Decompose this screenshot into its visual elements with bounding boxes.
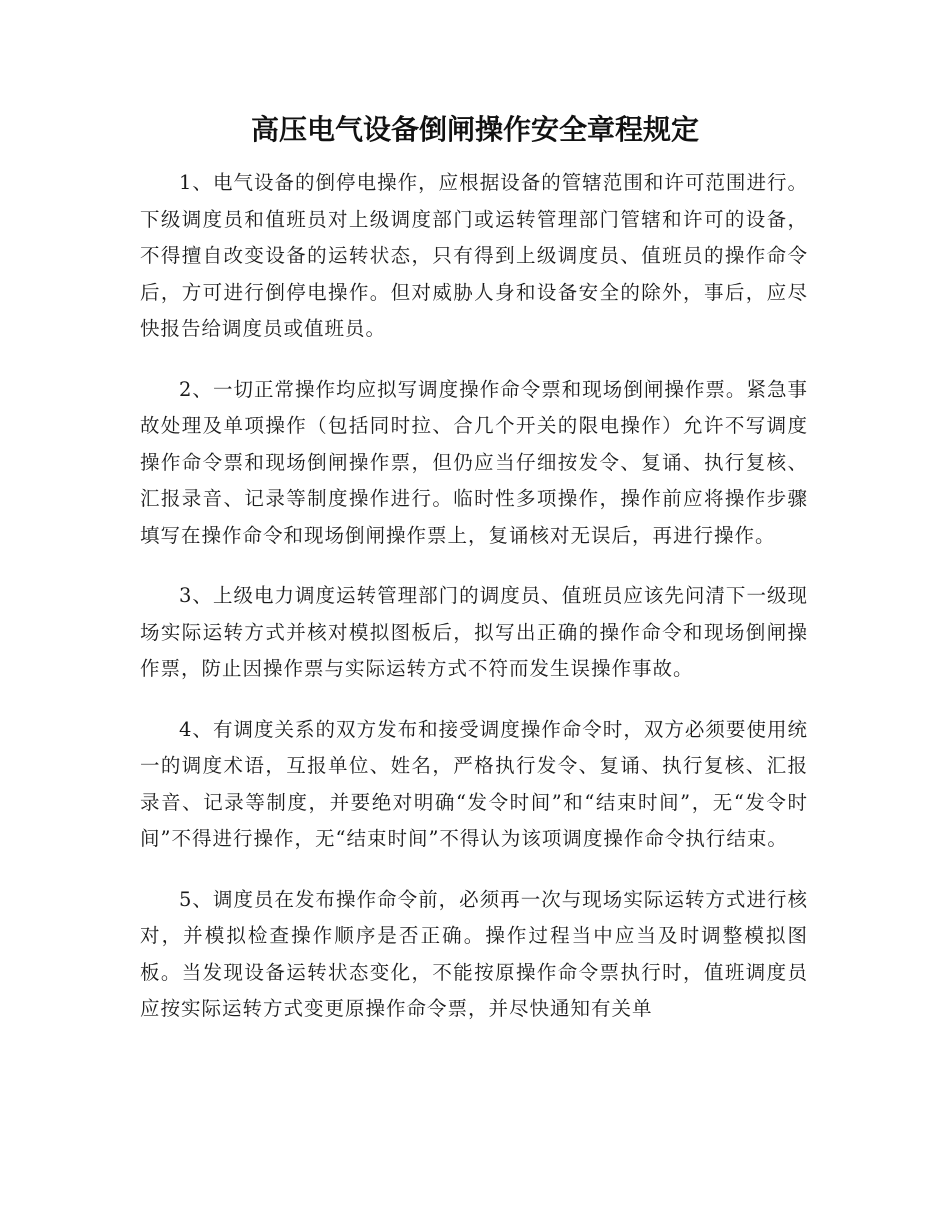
- paragraph-4: 4、有调度关系的双方发布和接受调度操作命令时，双方必须要使用统一的调度术语，互报单位、姓名，严格执行发令、复诵、执行复核、汇报录音、记录等制度，并要绝对明确“发令时间”和“结束时间”，无“发令时间”不得进行操作，无“结束时间”不得认为该项调度操作命令执行结束。: [140, 717, 808, 850]
- document-body: [140, 165, 808, 1052]
- document-title: 高压电气设备倒闸操作安全章程规定: [250, 113, 699, 146]
- paragraph-2: 2、一切正常操作均应拟写调度操作命令票和现场倒闸操作票。紧急事故处理及单项操作（包括同时拉、合几个开关的限电操作）允许不写调度操作命令票和现场倒闸操作票，但仍应当仔细按发令、复诵、执行复核、汇报录音、记录等制度操作进行。临时性多项操作，操作前应将操作步骤填写在操作命令和现场倒闸操作票上，复诵核对无误后，再进行操作。: [140, 377, 808, 547]
- paragraph-3: 3、上级电力调度运转管理部门的调度员、值班员应该先问清下一级现场实际运转方式并核对模拟图板后，拟写出正确的操作命令和现场倒闸操作票，防止因操作票与实际运转方式不符而发生误操作事故。: [140, 584, 808, 680]
- paragraph-5: 5、调度员在发布操作命令前，必须再一次与现场实际运转方式进行核对，并模拟检查操作顺序是否正确。操作过程当中应当及时调整模拟图板。当发现设备运转状态变化，不能按原操作命令票执行时，值班调度员应按实际运转方式变更原操作命令票，并尽快通知有关单: [140, 887, 808, 1020]
- paragraph-1: 1、电气设备的倒停电操作，应根据设备的管辖范围和许可范围进行。下级调度员和值班员对上级调度部门或运转管理部门管辖和许可的设备，不得擅自改变设备的运转状态，只有得到上级调度员、值班员的操作命令后，方可进行倒停电操作。但对威胁人身和设备安全的除外，事后，应尽快报告给调度员或值班员。: [140, 171, 808, 340]
